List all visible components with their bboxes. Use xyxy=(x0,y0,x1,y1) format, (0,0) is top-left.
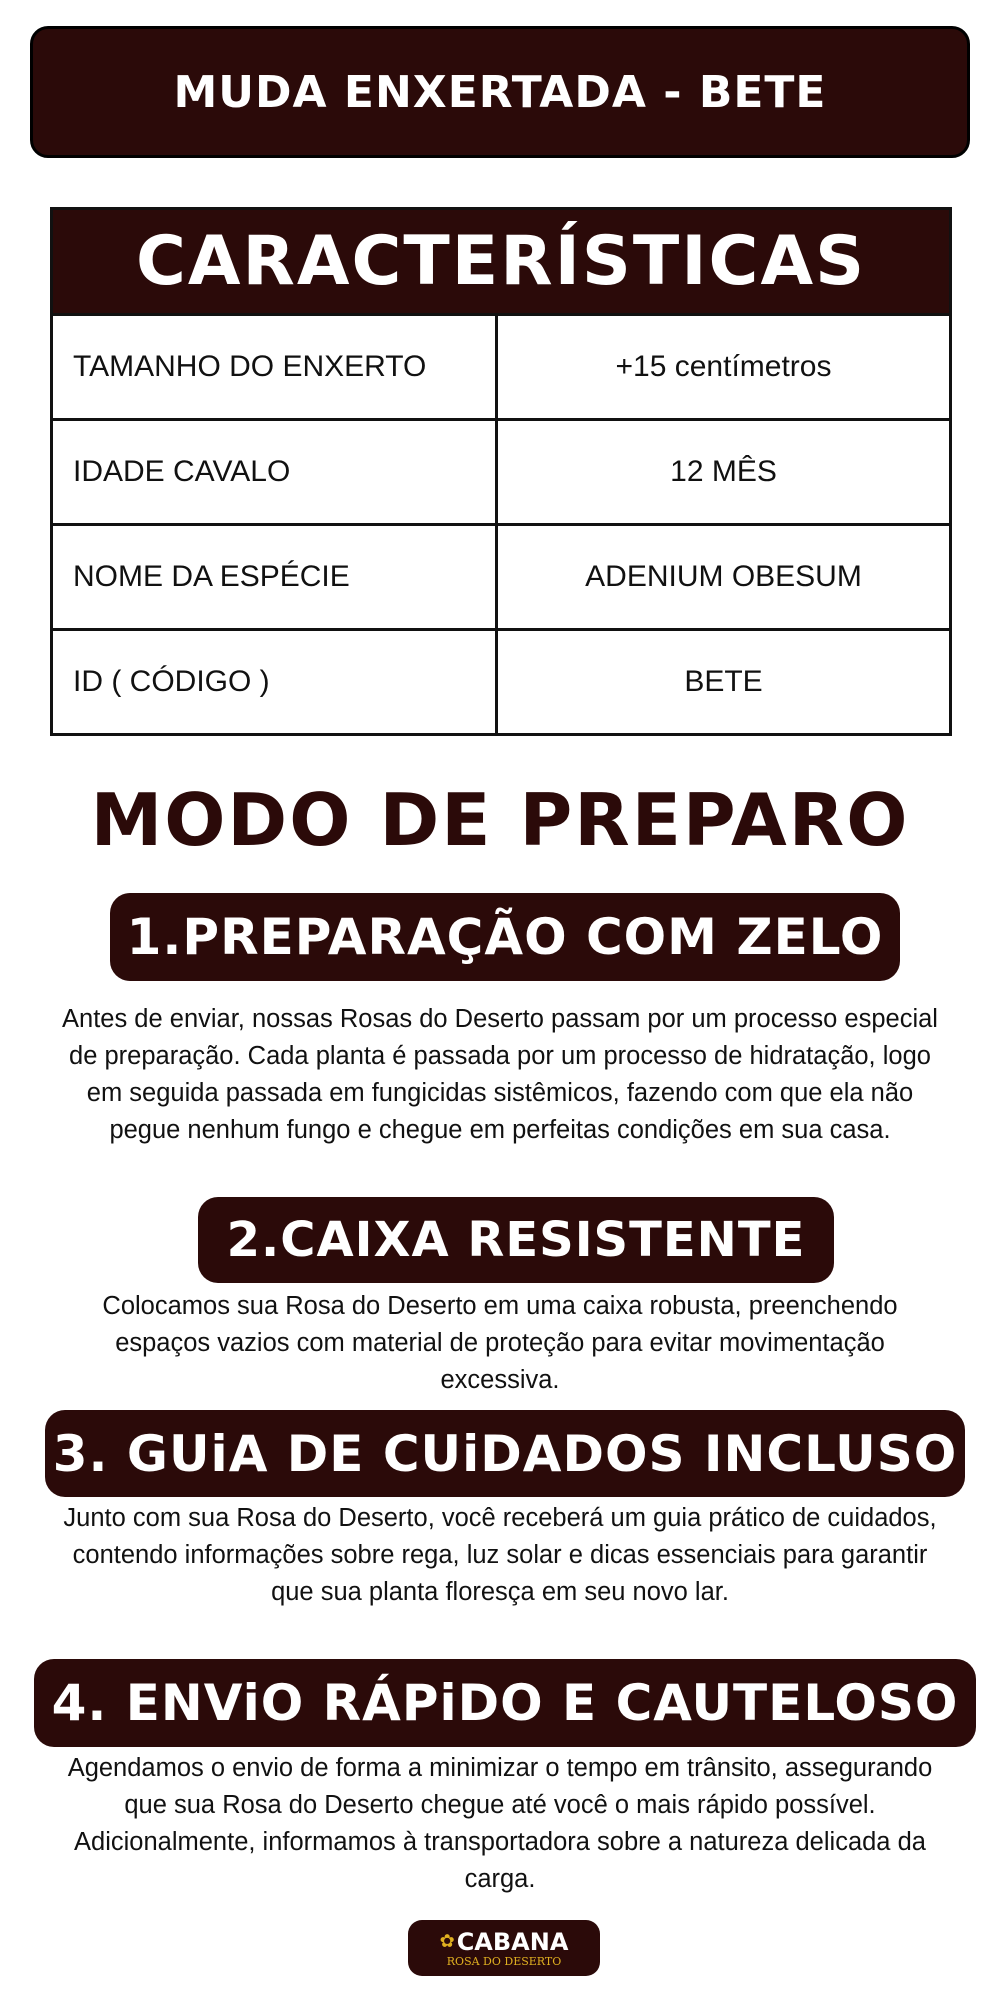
step-2-text: Colocamos sua Rosa do Deserto em uma caixa robusta, preenchendo espaços vazios com material de proteção para evitar movimentação excessiva. xyxy=(102,1292,898,1394)
table-row xyxy=(53,526,949,631)
step-4-text: Agendamos o envio de forma a minimizar o tempo em trânsito, assegurando que sua Rosa do Deserto chegue até você o mais rápido possível. Adicionalmente, informamos à transportadora sobre a natureza delicada da carga. xyxy=(67,1754,933,1893)
table-row xyxy=(53,316,949,421)
product-title-banner xyxy=(30,26,970,158)
spec-label: ID ( CÓDIGO ) xyxy=(53,631,498,733)
characteristics-title: CARACTERÍSTICAS xyxy=(53,210,949,316)
product-title: MUDA ENXERTADA - BETE xyxy=(173,66,827,118)
step-3-heading: 3. GUiA DE CUiDADOS INCLUSO xyxy=(45,1410,965,1497)
step-1-heading: 1.PREPARAÇÃO COM ZELO xyxy=(110,893,900,981)
table-row xyxy=(53,631,949,733)
spec-value: 12 MÊS xyxy=(670,455,777,488)
logo-sub-text: ROSA DO DESERTO xyxy=(446,1954,562,1968)
spec-label: IDADE CAVALO xyxy=(53,421,498,523)
step-2-heading: 2.CAIXA RESISTENTE xyxy=(198,1197,834,1283)
spec-label: NOME DA ESPÉCIE xyxy=(53,526,498,628)
table-row xyxy=(53,421,949,526)
spec-value: BETE xyxy=(684,665,763,698)
logo-main-text: CABANA xyxy=(456,1927,569,1956)
step-1-text: Antes de enviar, nossas Rosas do Deserto passam por um processo especial de preparação. Cada planta é passada por um processo de hidratação, logo em seguida passada em fungicidas sistêmicos, fazendo com que ela não pegue nenhum fungo e chegue em perfeitas condições em sua casa. xyxy=(62,1005,938,1144)
step-4-heading: 4. ENViO RÁPiDO E CAUTELOSO xyxy=(34,1659,976,1747)
spec-value: ADENIUM OBESUM xyxy=(585,560,862,593)
characteristics-table xyxy=(50,207,952,736)
step-3-text: Junto com sua Rosa do Deserto, você receberá um guia prático de cuidados, contendo informações sobre rega, luz solar e dicas essenciais para garantir que sua planta floresça em seu novo lar. xyxy=(63,1504,937,1606)
method-title: MODO DE PREPARO xyxy=(90,778,910,862)
spec-label: TAMANHO DO ENXERTO xyxy=(53,316,498,418)
flower-icon: ✿ xyxy=(439,1930,455,1952)
spec-value: +15 centímetros xyxy=(615,350,832,383)
cabana-logo xyxy=(408,1920,600,1976)
